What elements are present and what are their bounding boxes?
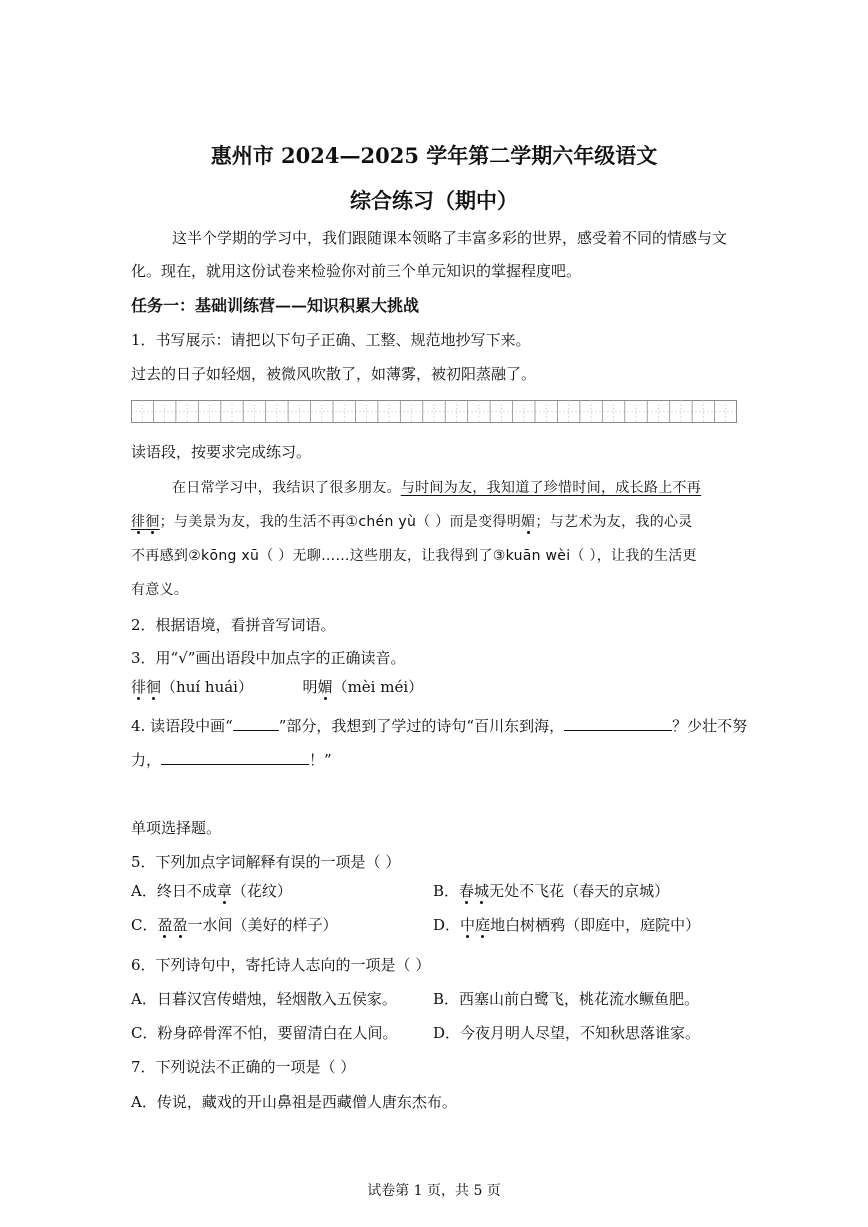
exam-title-line2: 综合练习（期中） [350, 188, 518, 213]
q4-answer-blank1[interactable] [564, 716, 672, 731]
q5-c-text: C． [131, 916, 158, 934]
passage-line1 [172, 478, 701, 498]
q3-word1-char1: 徘 [131, 678, 147, 696]
q3-prompt: 3．用“√”画出语段中加点字的正确读音。 [131, 649, 406, 667]
q4-text5: ！” [309, 751, 332, 769]
passage-underlined-part1: 与时间为友，我知道了珍惜时间，成长路上不再 [400, 480, 702, 496]
q4-line1 [131, 716, 747, 736]
dotted-char-mei: 媚 [521, 514, 536, 530]
q4-text4: 力， [131, 751, 162, 769]
task1-heading: 任务一：基础训练营——知识积累大挑战 [131, 296, 420, 315]
q4-text2: ”部分，我想到了学过的诗句“百川东到海， [278, 717, 565, 735]
q5-d-text: D． [433, 916, 461, 934]
page-footer: 试卷第 1 页，共 5 页 [367, 1183, 501, 1199]
passage-line3: 不再感到②kōng xū（ ）无聊……这些朋友，让我得到了③kuān wèi（ ），让我的生活更 [131, 548, 697, 564]
q5-prompt: 5．下列加点字词解释有误的一项是（ ） [131, 853, 401, 871]
q6-prompt: 6．下列诗句中，寄托诗人志向的一项是（ ） [131, 956, 431, 974]
exam-title-line1: 惠州市 2024—2025 学年第二学期六年级语文 [210, 143, 658, 168]
q1-prompt: 1．书写展示：请把以下句子正确、工整、规范地抄写下来。 [131, 331, 531, 349]
q2-prompt: 2．根据语境，看拼音写词语。 [131, 616, 336, 634]
intro-line1: 这半个学期的学习中，我们跟随课本领略了丰富多彩的世界，感受着不同的情感与文 [172, 229, 728, 247]
q6-option-b[interactable]: B．西塞山前白鹭飞，桃花流水鳜鱼肥。 [433, 990, 700, 1008]
passage-line1-start: 在日常学习中，我结识了很多朋友。 [172, 480, 401, 496]
q5-a-text: A．终日不成 [131, 882, 217, 900]
q4-text1: 4. 读语段中画“ [131, 717, 233, 735]
q3-options [131, 677, 423, 697]
q4-underline-sample [233, 716, 279, 731]
q3-word1-pinyin[interactable]: （huí huái） [161, 678, 253, 696]
passage-line2-mid: ；与美景为友，我的生活不再①chén yù（ ）而是变得明 [159, 514, 521, 530]
passage-intro: 读语段，按要求完成练习。 [131, 443, 312, 461]
passage-line2-end: ；与艺术为友，我的心灵 [535, 514, 693, 530]
q3-word2-char2: 媚 [317, 678, 333, 696]
single-choice-heading: 单项选择题。 [131, 819, 222, 837]
q5-a-gloss: （花纹） [231, 882, 292, 900]
q5-b-dotted: 春城 [459, 882, 490, 900]
q6-option-d[interactable]: D．今夜月明人尽望，不知秋思落谁家。 [433, 1024, 701, 1042]
q5-option-b[interactable] [433, 881, 669, 901]
dotted-char-huai: 徊 [145, 514, 160, 530]
q5-a-dotted: 章 [216, 882, 232, 900]
dotted-char-pai: 徘 [131, 514, 146, 530]
q5-option-d[interactable] [433, 915, 700, 935]
q4-answer-blank2[interactable] [161, 750, 309, 765]
q6-option-c[interactable]: C．粉身碎骨浑不怕，要留清白在人间。 [131, 1024, 398, 1042]
passage-underlined-part2 [131, 514, 160, 530]
q6-option-a[interactable]: A．日暮汉宫传蜡烛，轻烟散入五侯家。 [131, 990, 397, 1008]
intro-line2: 化。现在，就用这份试卷来检验你对前三个单元知识的掌握程度吧。 [131, 262, 582, 280]
q5-option-c[interactable] [131, 915, 338, 935]
q4-line2 [131, 750, 332, 770]
q5-b-text: B． [433, 882, 460, 900]
q3-word1-char2: 徊 [146, 678, 162, 696]
q5-c-dotted: 盈盈 [157, 916, 188, 934]
passage-line4: 有意义。 [131, 582, 189, 598]
passage-line2 [131, 512, 693, 532]
q5-b-gloss: 无处不飞花（春天的京城） [489, 882, 670, 900]
q5-c-gloss: 一水间（美好的样子） [187, 916, 338, 934]
q5-option-a[interactable] [131, 881, 292, 901]
q3-word2-pinyin[interactable]: （mèi méi） [332, 678, 424, 696]
q1-sentence: 过去的日子如轻烟，被微风吹散了，如薄雾，被初阳蒸融了。 [131, 365, 537, 383]
q7-prompt: 7．下列说法不正确的一项是（ ） [131, 1058, 356, 1076]
q5-d-gloss: 地白树栖鸦（即庭中，庭院中） [490, 916, 701, 934]
q4-text3: ？少壮不努 [672, 717, 748, 735]
q5-d-dotted: 中庭 [460, 916, 491, 934]
writing-grid[interactable] [131, 400, 737, 423]
q7-option-a[interactable]: A．传说，藏戏的开山鼻祖是西藏僧人唐东杰布。 [131, 1093, 457, 1111]
q3-word2-char1: 明 [302, 678, 318, 696]
